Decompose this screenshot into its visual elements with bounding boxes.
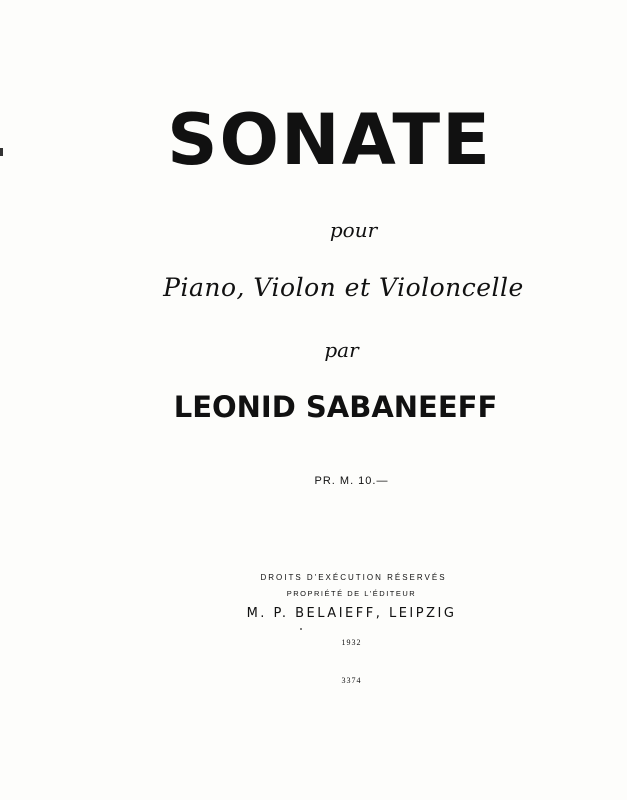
- performance-rights: DROITS D'EXÉCUTION RÉSERVÉS: [260, 573, 447, 582]
- composer-name: LEONID SABANEEFF: [173, 390, 498, 424]
- par-text: par: [324, 338, 359, 362]
- paper-speck: [300, 628, 302, 630]
- publisher-name: M. P. BELAIEFF, LEIPZIG: [246, 606, 457, 621]
- publisher-property: PROPRIÉTÉ DE L'ÉDITEUR: [286, 589, 417, 598]
- instrumentation: Piano, Violon et Violoncelle: [163, 273, 524, 302]
- price-label: PR. M. 10.—: [314, 475, 389, 487]
- publication-year: 1932: [341, 638, 362, 647]
- work-title: SONATE: [167, 99, 492, 181]
- pour-text: pour: [329, 218, 378, 242]
- plate-number: 3374: [341, 676, 362, 685]
